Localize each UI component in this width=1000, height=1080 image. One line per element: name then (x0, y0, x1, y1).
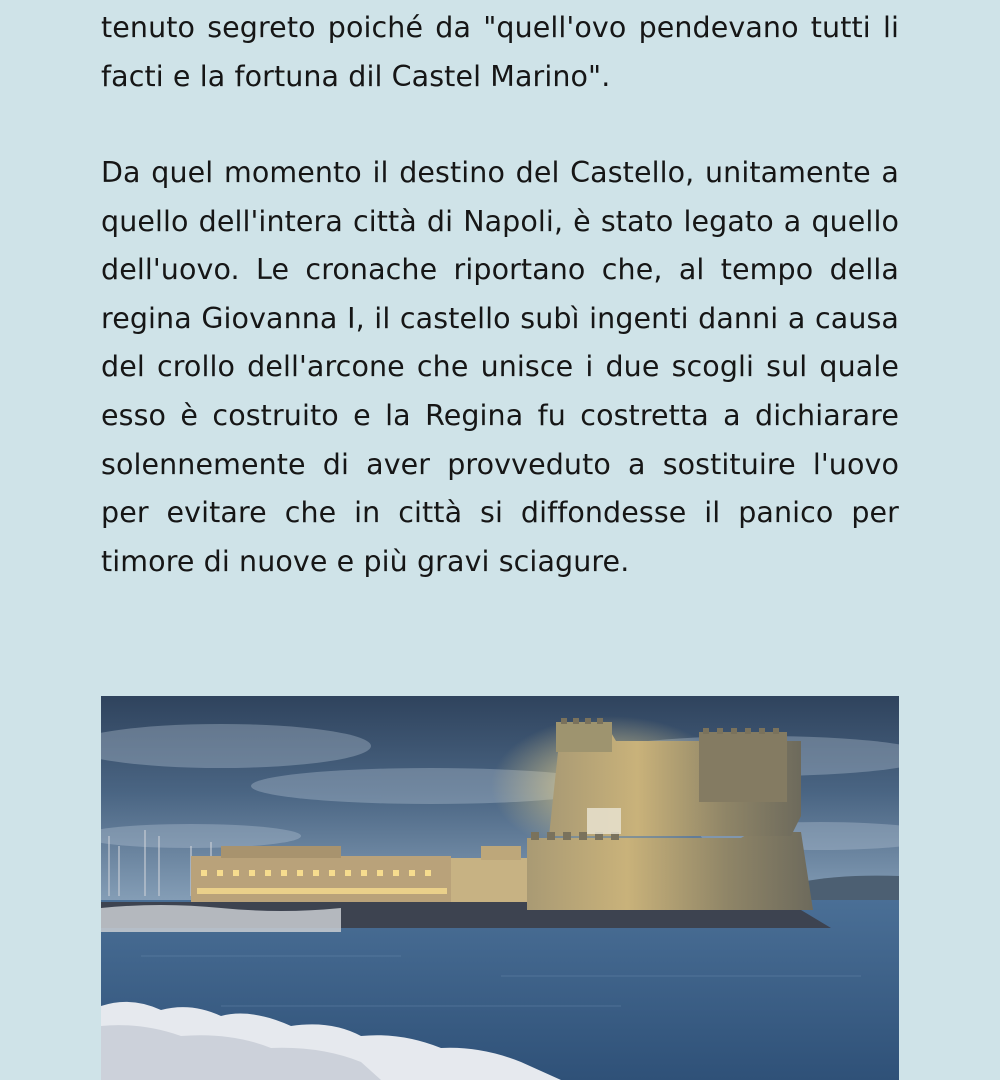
castel-dell-ovo-photo (101, 696, 899, 1080)
paragraph-egg-secret: tenuto segreto poiché da "quell'ovo pendevano tutti li facti e la fortuna dil Castel Marino". (101, 11, 899, 93)
paragraph-castle-destiny: Da quel momento il destino del Castello, unitamente a quello dell'intera città di Napoli, è stato legato a quello dell'uovo. Le cronache riportano che, al tempo della regina Giovanna I, il castello subì ingenti danni a causa del crollo dell'arcone che unisce i due scogli sul quale esso è costruito e la Regina fu costretta a dichiarare solennemente di aver provveduto a sostituire l'uovo per evitare che in città si diffondesse il panico per timore di nuove e più gravi sciagure. (101, 156, 899, 578)
castel-dell-ovo (491, 716, 813, 910)
castle-illustration (101, 696, 899, 1080)
